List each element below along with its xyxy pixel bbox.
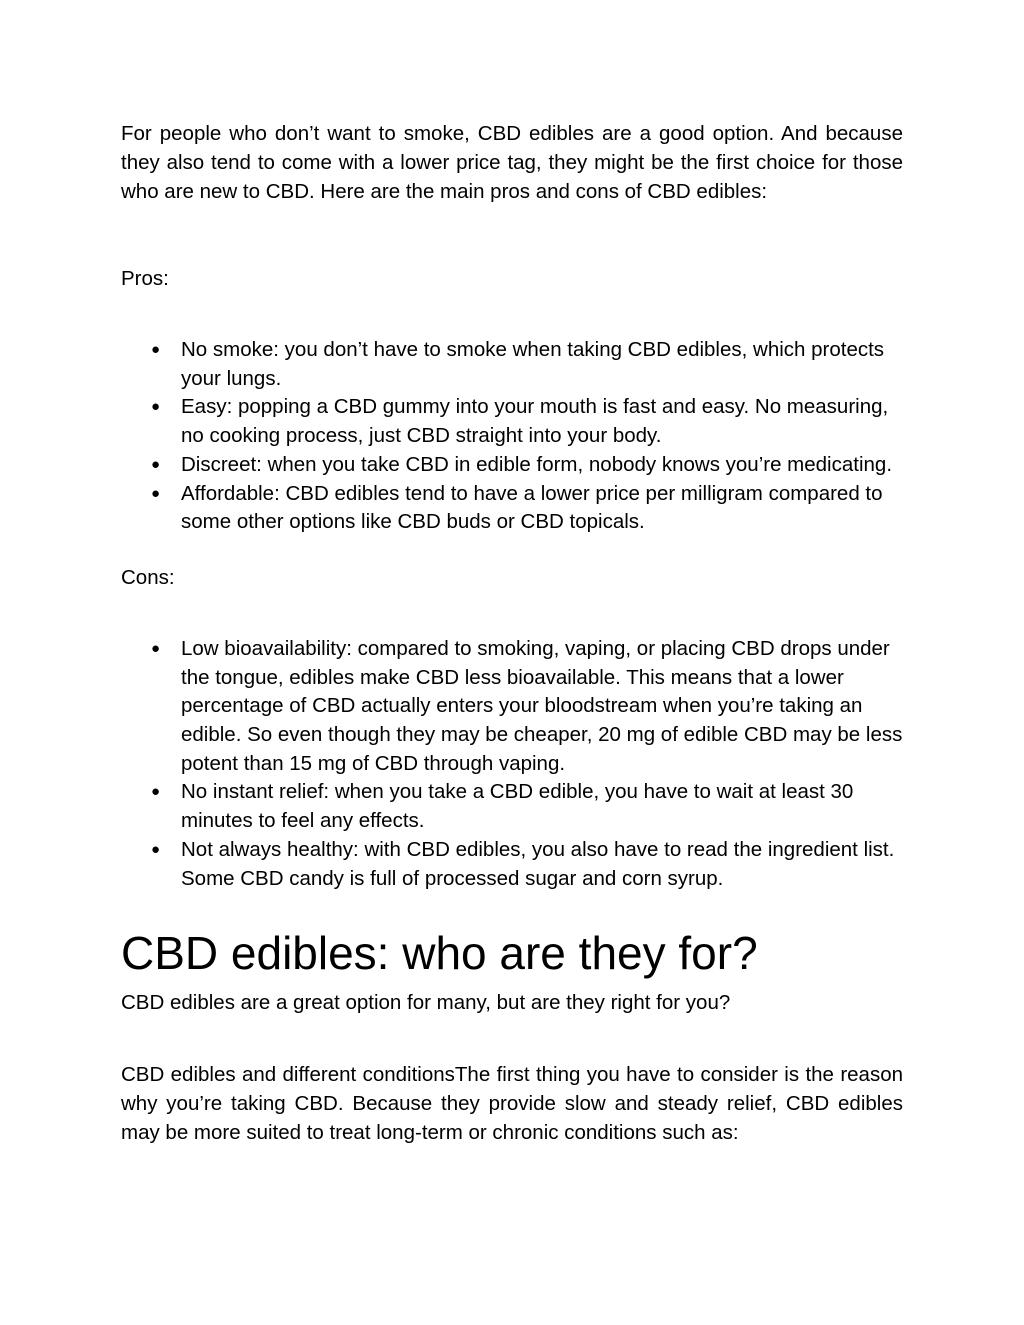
section-body: CBD edibles and different conditionsThe first thing you have to consider is the reason why you’re taking CBD. Because they provide slow and steady relief, CBD edibles may be more suited to treat long-term or chronic conditions such as: (121, 1063, 903, 1145)
list-item: ● No smoke: you don’t have to smoke when taking CBD edibles, which protects your lungs. (151, 338, 885, 390)
bullet-icon: ● (151, 455, 161, 473)
intro-paragraph: For people who don’t want to smoke, CBD edibles are a good option. And because they also tend to come with a lower price tag, they might be the first choice for those who are new to CBD. Here are the main pros and cons of CBD edibles: (121, 122, 903, 203)
bullet-icon: ● (151, 783, 161, 801)
list-item: ● Easy: popping a CBD gummy into your mouth is fast and easy. No measuring, no cooking process, just CBD straight into your body. (151, 395, 889, 448)
bullet-icon: ● (151, 484, 161, 502)
list-item: ● No instant relief: when you take a CBD edible, you have to wait at least 30 minutes to feel any effects. (151, 780, 854, 833)
list-item: ● Discreet: when you take CBD in edible form, nobody knows you’re medicating. (121, 451, 903, 480)
cons-list (121, 635, 903, 893)
bullet-icon: ● (151, 639, 161, 657)
bullet-icon: ● (151, 840, 161, 858)
pros-list (121, 336, 903, 537)
document-page (121, 119, 903, 1147)
cons-label: Cons: (121, 565, 175, 589)
section-lead: CBD edibles are a great option for many, but are they right for you? (121, 991, 731, 1015)
bullet-icon: ● (151, 341, 161, 358)
pros-label: Pros: (121, 267, 169, 290)
bullet-icon: ● (151, 398, 161, 416)
section-heading: CBD edibles: who are they for? (121, 927, 758, 980)
list-item: ● Not always healthy: with CBD edibles, you also have to read the ingredient list. Some CBD candy is full of processed sugar and corn syrup. (151, 837, 895, 890)
list-item: ● Affordable: CBD edibles tend to have a lower price per milligram compared to some other options like CBD buds or CBD topicals. (151, 481, 883, 534)
list-item: ● Low bioavailability: compared to smoking, vaping, or placing CBD drops under the tongue, edibles make CBD less bioavailable. This means that a lower percentage of CBD actually enters your bloodstream when you’re taking an edible. So even though they may be cheaper, 20 mg of edible CBD may be less potent than 15 mg of CBD through vaping. (151, 636, 903, 775)
